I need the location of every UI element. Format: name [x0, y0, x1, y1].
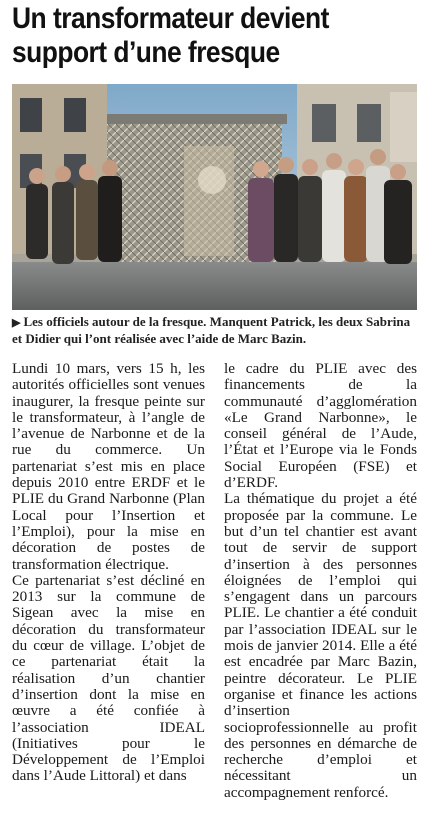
caption-text: Les officiels autour de la fresque. Manquent Patrick, les deux Sabrina et Didier qui l’ont réalisée avec l’aide de Marc Bazin.	[12, 314, 411, 346]
article-column-right	[224, 361, 417, 801]
photo-illustration	[12, 84, 417, 310]
paragraph: le cadre du PLIE avec des financements de la communauté d’agglomération «Le Grand Narbonne», le conseil général de l’Aude, l’État et l’Europe via le Fonds Social Européen (FSE) et d’ERDF.	[224, 360, 417, 492]
headline-line-2: support d’une fresque	[12, 36, 280, 69]
triangle-right-icon: ▶	[12, 317, 21, 329]
headline-line-1: Un transformateur devient	[12, 2, 329, 35]
article-column-left	[12, 361, 205, 785]
paragraph: Lundi 10 mars, vers 15 h, les autorités officielles sont venues inaugurer, la fresque peinte sur le transformateur, à l’angle de l’avenue de Narbonne et de la rue du commerce. Un partenariat s’est mis en place depuis 2010 entre ERDF et le PLIE du Grand Narbonne (Plan Local pour l’Insertion et l’Emploi), pour la mise en décoration de postes de transformation électrique.	[12, 360, 205, 573]
article-headline	[12, 2, 368, 70]
photo-caption	[12, 314, 414, 347]
paragraph: Ce partenariat s’est décliné en 2013 sur la commune de Sigean avec la mise en décoration du transformateur du cœur de village. L’objet de ce partenariat était la réalisation d’un chantier d’insertion dont la mise en œuvre a été confiée à l’association IDEAL (Initiatives pour le Développement de l’Emploi dans l’Aude Littoral) et dans	[12, 571, 205, 785]
article-photo	[12, 84, 417, 310]
paragraph: La thématique du projet a été proposée par la commune. Le but d’un tel chantier est avant tout de servir de support d’insertion à des personnes éloignées de l’emploi qui s’engagent dans un parcours PLIE. Le chantier a été conduit par l’association IDEAL sur le mois de janvier 2014. Elle a été est encadrée par Marc Bazin, peintre décorateur. Le PLIE organise et finance les actions d’insertion socioprofessionnelle au profit des personnes en démarche de recherche d’emploi et nécessitant un accompagnement renforcé.	[224, 490, 417, 801]
